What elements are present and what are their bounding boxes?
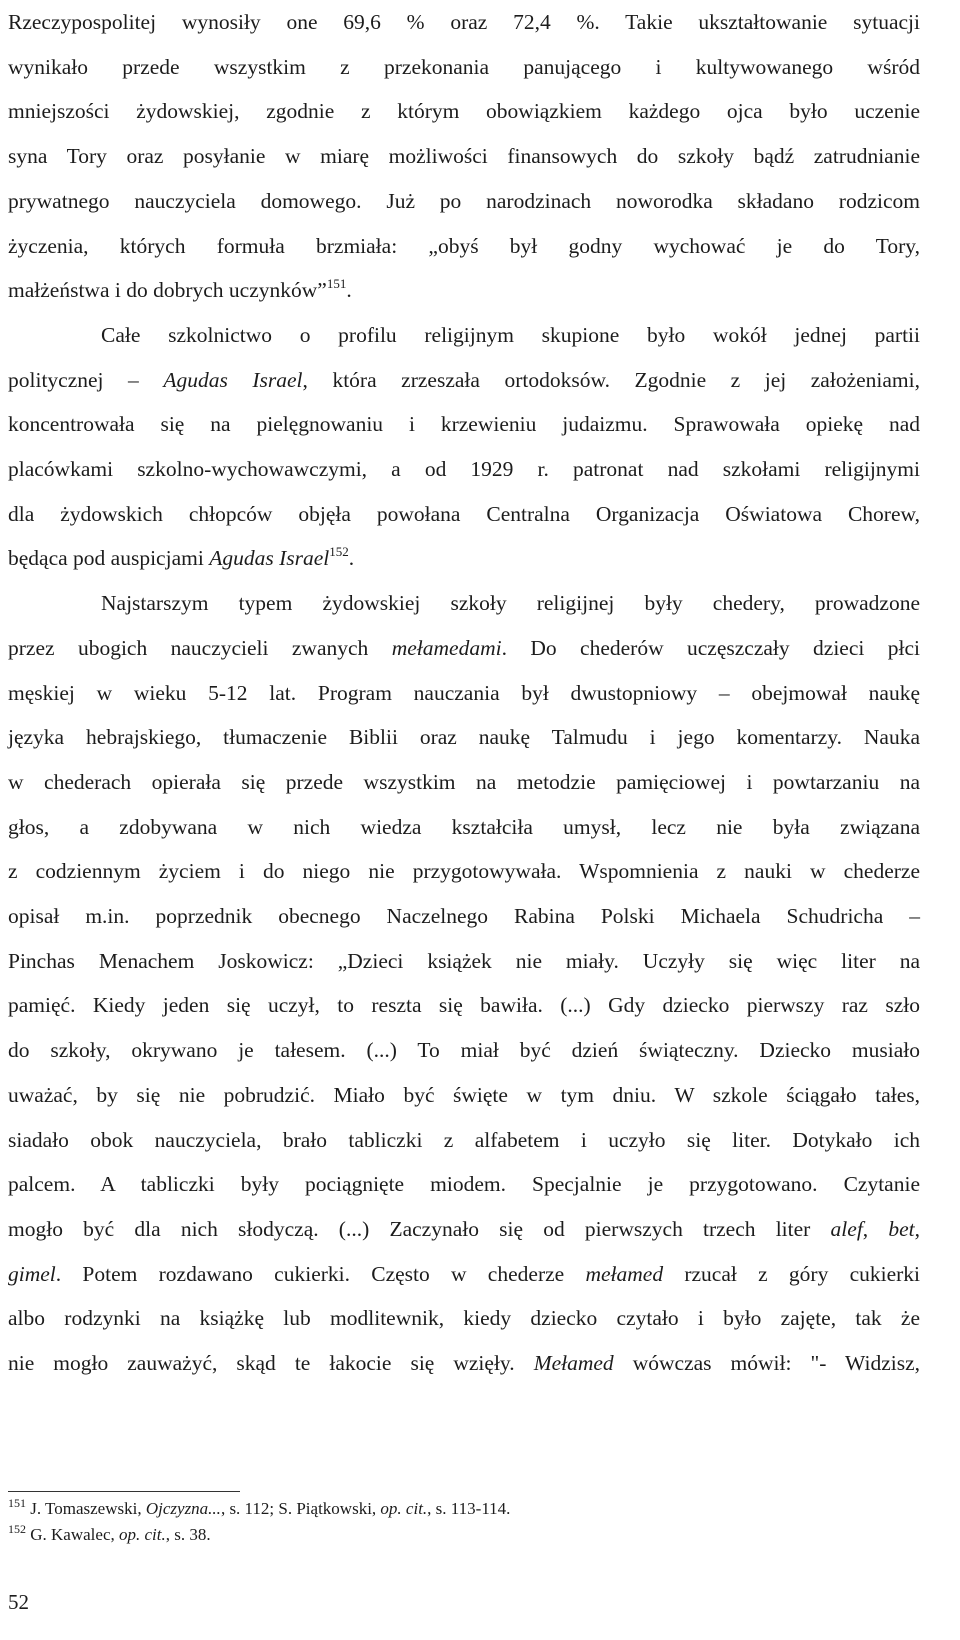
text-fragment: małżeństwa i do dobrych uczynków” [8,278,327,303]
footnote-text: G. Kawalec, [30,1525,119,1544]
italic-term: gimel [8,1261,56,1286]
text-line: z codziennym życiem i do niego nie przygotowywała. Wspomnienia z nauki w chederze [8,859,920,884]
text-line: w chederach opierała się przede wszystkim na metodzie pamięciowej i powtarzaniu na [8,769,920,794]
text-line: Pinchas Menachem Joskowicz: „Dzieci książek nie miały. Uczyły się więc liter na [8,948,920,973]
text-line: głos, a zdobywana w nich wiedza kształciła umysł, lecz nie była związana [8,814,920,839]
text-line [8,581,920,626]
text-fragment: nie mogło zauważyć, skąd te łakocie się wzięły. [8,1351,515,1376]
footnote-italic: op. cit. [119,1525,166,1544]
text-line: opisał m.in. poprzednik obecnego Naczelnego Rabina Polski Michaela Schudricha – [8,904,920,929]
footnote-text: J. Tomaszewski, [30,1499,146,1518]
text-line: syna Tory oraz posyłanie w miarę możliwości finansowych do szkoły bądź zatrudnianie [8,144,920,169]
footnote-number: 152 [8,1522,26,1536]
text-line: albo rodzynki na książkę lub modlitewnik, kiedy dziecko czytało i było zajęte, tak że [8,1306,920,1331]
italic-term: Agudas Israel [209,546,330,571]
italic-term: mełamed [585,1261,664,1286]
footnote-text: , s. 113-114. [427,1499,511,1518]
text-line: mogło być dla nich słodyczą. (...) Zaczynało się od pierwszych trzech liter alef, bet, [8,1216,921,1241]
text-fragment: rzucał z góry cukierki [684,1261,921,1286]
text-fragment: wówczas mówił: "- Widzisz, [632,1351,921,1376]
text-fragment: . Do chederów uczęszczały dzieci płci [501,635,921,660]
text-fragment: mogło być dla nich słodyczą. (...) Zaczynało się od pierwszych trzech liter [8,1216,811,1241]
text-line [8,1252,920,1297]
text-line: palcem. A tabliczki były pociągnięte miodem. Specjalnie je przygotowano. Czytanie [8,1172,920,1197]
footnote-ref-152: 152 [329,544,349,560]
text-line: będąca pod auspicjami Agudas Israel$^{152}$. [8,544,355,571]
footnote-152 [8,1522,920,1548]
text-line [8,313,920,358]
main-text [8,0,920,1386]
text-line: siadało obok nauczyciela, brało tabliczki z alfabetem i uczyło się liter. Dotykało ich [8,1127,920,1152]
footnote-text: , s. 38. [165,1525,211,1544]
footnote-separator [8,1491,240,1492]
italic-term: bet [888,1216,915,1241]
footnote-151 [8,1496,920,1522]
text-line [8,358,920,403]
text-line: pamięć. Kiedy jeden się uczył, to reszta się bawiła. (...) Gdy dziecko pierwszy raz szło [8,993,920,1018]
footnote-ref-151: 151 [326,276,347,292]
text-line: uważać, by się nie pobrudzić. Miało być święte w tym dniu. W szkole ściągało tałes, [8,1082,920,1107]
text-line: męskiej w wieku 5-12 lat. Program nauczania był dwustopniowy – obejmował naukę [8,680,920,705]
footnote-number: 151 [8,1496,26,1510]
text-line: mniejszości żydowskiej, zgodnie z którym obowiązkiem każdego ojca było uczenie [8,99,920,124]
text-line: do szkoły, okrywano je tałesem. (...) To miał być dzień świąteczny. Dziecko musiało [8,1038,920,1063]
text-line: dla żydowskich chłopców objęła powołana Centralna Organizacja Oświatowa Chorew, [8,501,920,526]
text-line: języka hebrajskiego, tłumaczenie Biblii oraz naukę Talmudu i jego komentarzy. Nauka [8,725,920,750]
text-line: wynikało przede wszystkim z przekonania panującego i kultywowanego wśród [8,54,920,79]
text-line: placówkami szkolno-wychowawczymi, a od 1929 r. patronat nad szkołami religijnymi [8,457,920,482]
italic-term: Mełamed [533,1351,614,1376]
italic-term: Agudas Israel [163,367,303,392]
text-fragment: będąca pod auspicjami [8,546,204,571]
page-number: 52 [8,1590,29,1614]
text-fragment: . Potem rozdawano cukierki. Często w chederze [55,1261,565,1286]
footnote-italic: Ojczyzna... [145,1499,221,1518]
footnote-italic: op. cit. [380,1499,428,1518]
text-fragment: Najstarszym typem żydowskiej szkoły religijnej były chedery, prowadzone [101,591,920,616]
footnotes [8,1496,920,1548]
text-line: Rzeczypospolitej wynosiły one 69,6 % oraz 72,4 %. Takie ukształtowanie sytuacji [8,10,920,34]
text-fragment: Całe szkolnictwo o profilu religijnym skupione było wokół jednej partii [101,322,920,347]
text-line: koncentrowała się na pielęgnowaniu i krzewieniu judaizmu. Sprawowała opiekę nad [8,412,920,437]
text-fragment: , która zrzeszała ortodoksów. Zgodnie z jej założeniami, [302,367,920,392]
document-page [8,0,921,1614]
italic-term: alef [830,1216,863,1241]
text-line: małżeństwa i do dobrych uczynków”$^{151}$. [8,276,352,303]
italic-term: mełamedami [391,635,502,660]
text-line [8,1341,920,1386]
footnote-text: , s. 112; S. Piątkowski, [220,1499,381,1518]
text-fragment: politycznej – [8,367,139,392]
text-fragment: przez ubogich nauczycieli zwanych [8,635,369,660]
text-line [8,626,920,671]
text-line: życzenia, których formuła brzmiała: „obyś był godny wychować je do Tory, [8,233,920,258]
text-line: prywatnego nauczyciela domowego. Już po narodzinach noworodka składano rodzicom [8,188,920,213]
